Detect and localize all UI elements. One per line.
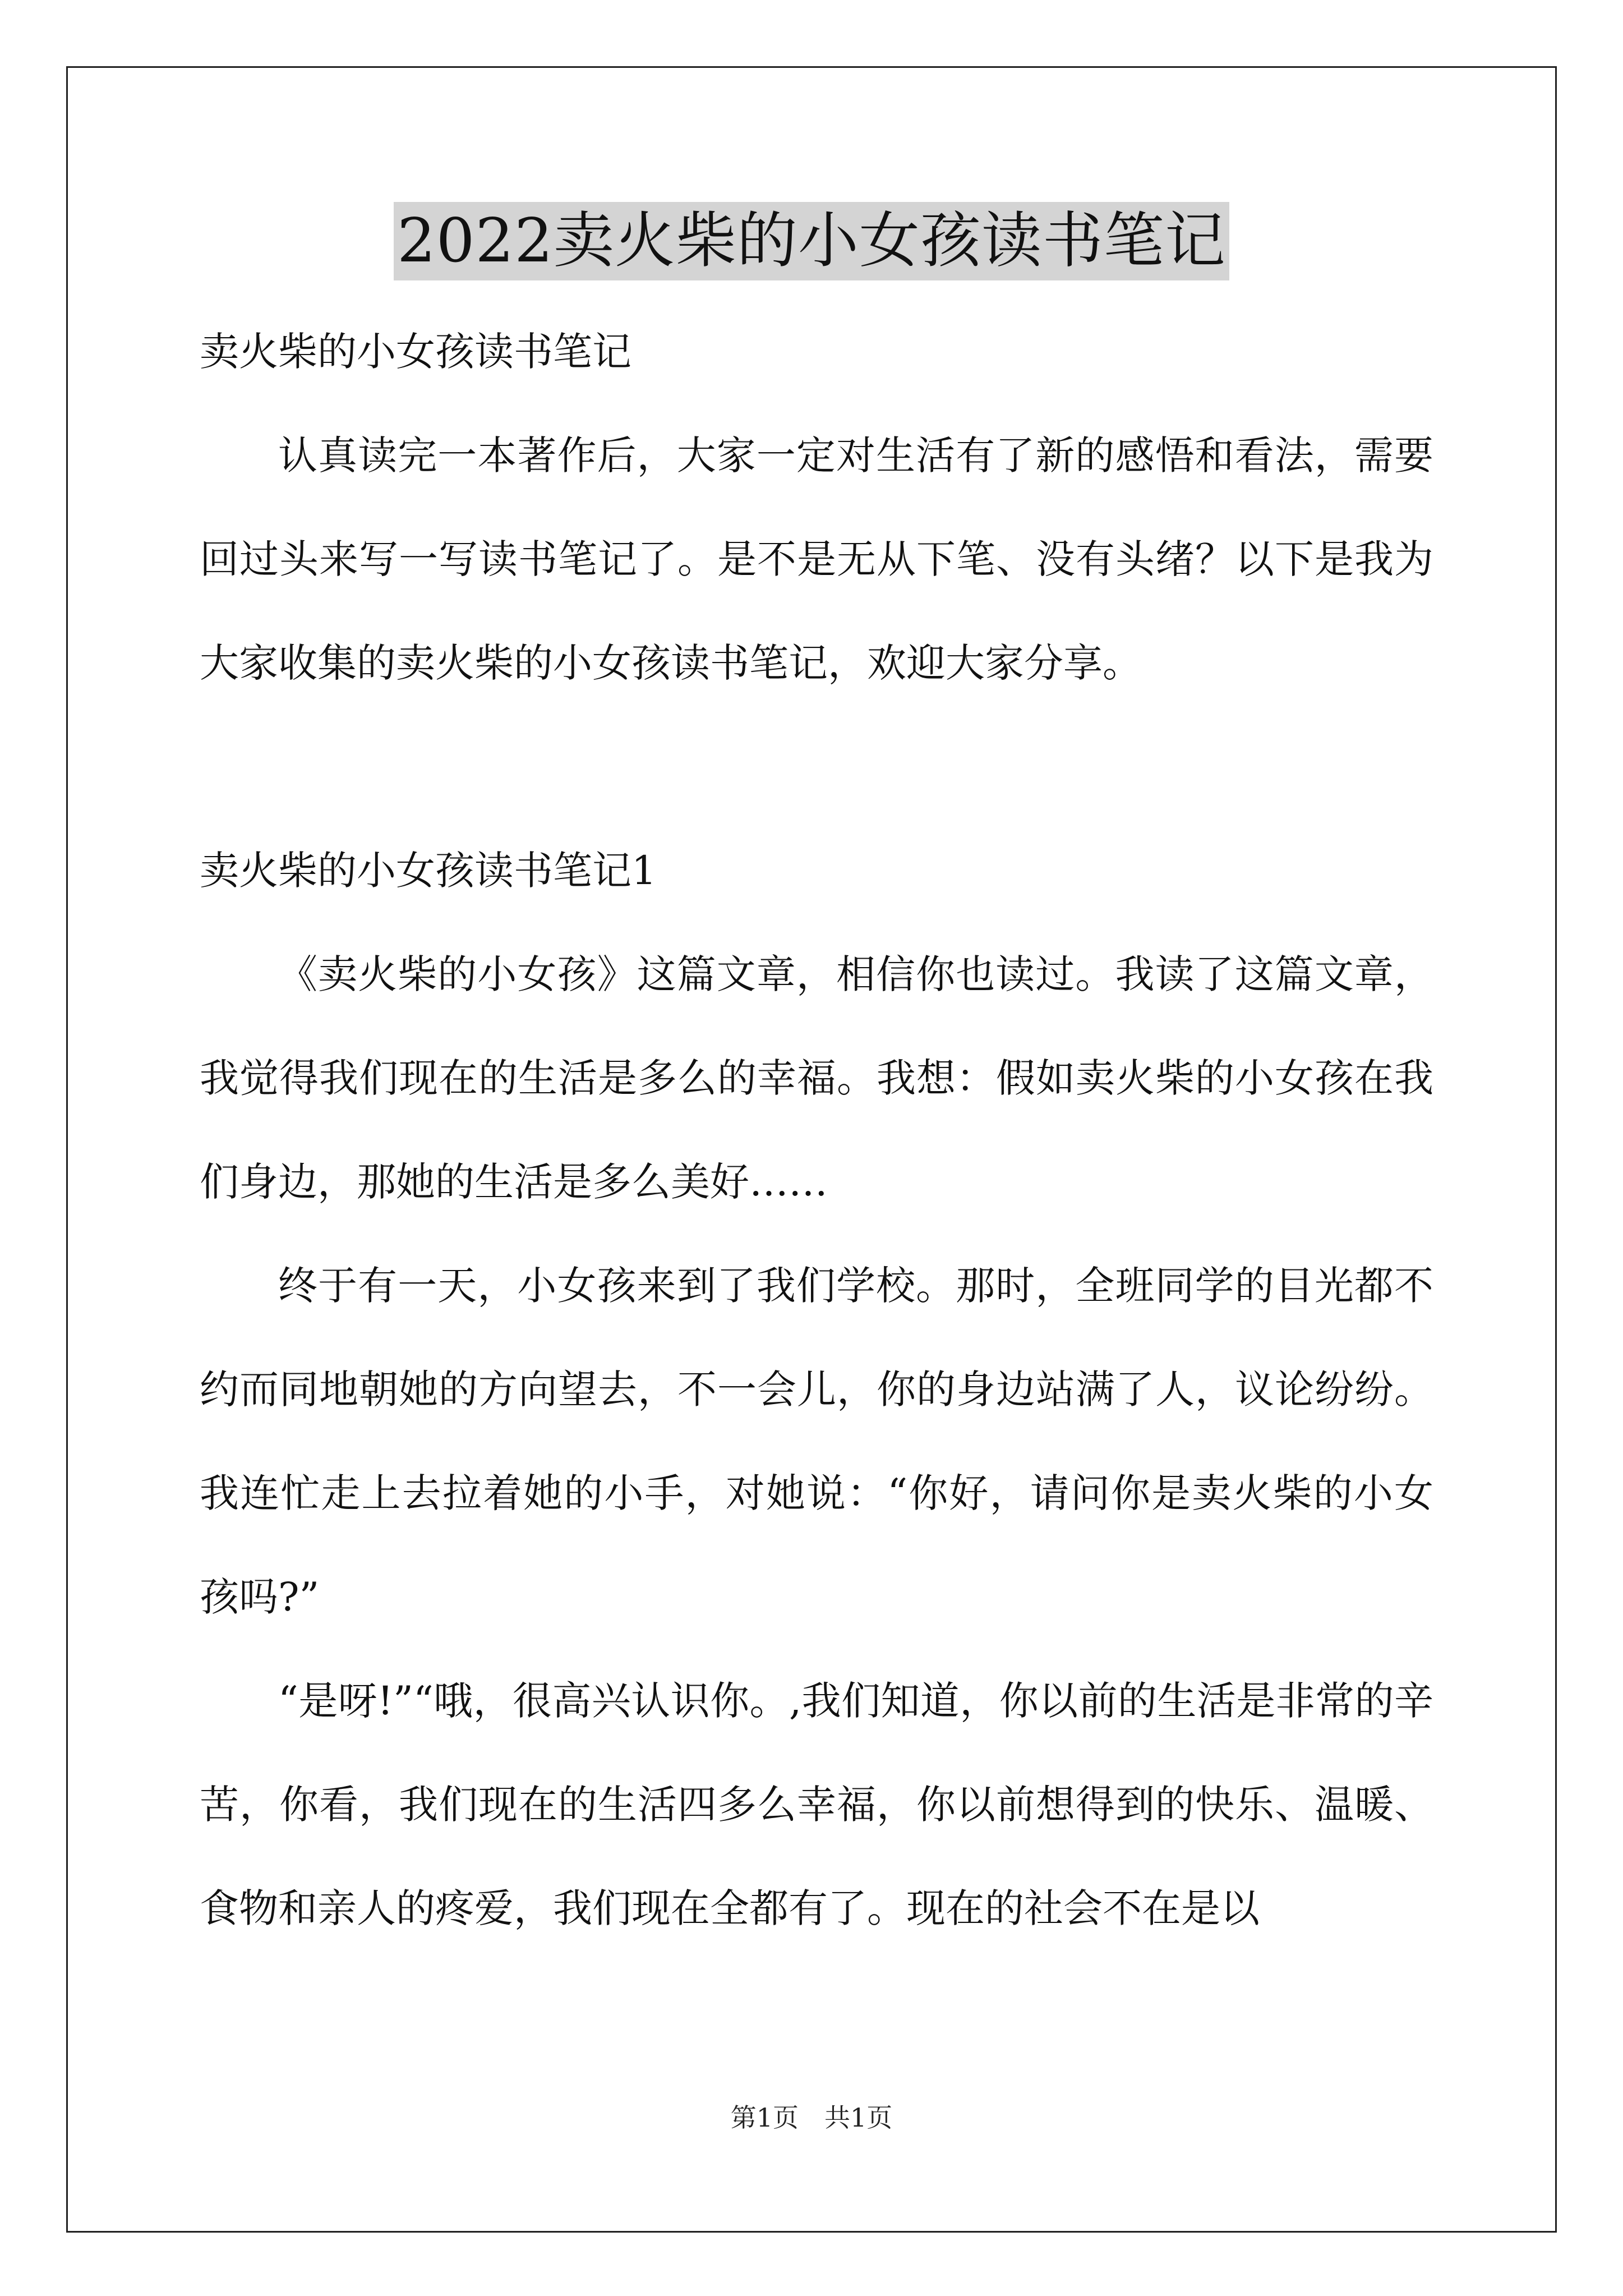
document-body xyxy=(200,300,1433,1961)
section-spacer xyxy=(200,715,1433,819)
page-footer xyxy=(0,2101,1623,2134)
page-count: 共1页 xyxy=(824,2102,893,2133)
intro-heading: 卖火柴的小女孩读书笔记 xyxy=(200,329,631,375)
title-container xyxy=(0,202,1623,280)
page-number: 第1页 xyxy=(730,2102,799,2133)
body-paragraph: “是呀!”“哦，很高兴认识你。,我们知道，你以前的生活是非常的辛苦，你看，我们现在的生活四多么幸福，你以前想得到的快乐、温暖、食物和亲人的疼爱，我们现在全都有了。现在的社会不在是以 xyxy=(200,1678,1433,1931)
body-paragraph: 终于有一天，小女孩来到了我们学校。那时，全班同学的目光都不约而同地朝她的方向望去，不一会儿，你的身边站满了人，议论纷纷。我连忙走上去拉着她的小手，对她说：“你好，请问你是卖火柴的小女孩吗?” xyxy=(200,1263,1433,1620)
body-paragraph: 《卖火柴的小女孩》这篇文章，相信你也读过。我读了这篇文章，我觉得我们现在的生活是多么的幸福。我想：假如卖火柴的小女孩在我们身边，那她的生活是多么美好…… xyxy=(200,951,1433,1205)
document-title: 2022卖火柴的小女孩读书笔记 xyxy=(394,202,1229,280)
intro-paragraph: 认真读完一本著作后，大家一定对生活有了新的感悟和看法，需要回过头来写一写读书笔记了。是不是无从下笔、没有头绪？以下是我为大家收集的卖火柴的小女孩读书笔记，欢迎大家分享。 xyxy=(200,432,1433,686)
section-heading: 卖火柴的小女孩读书笔记1 xyxy=(200,848,657,894)
